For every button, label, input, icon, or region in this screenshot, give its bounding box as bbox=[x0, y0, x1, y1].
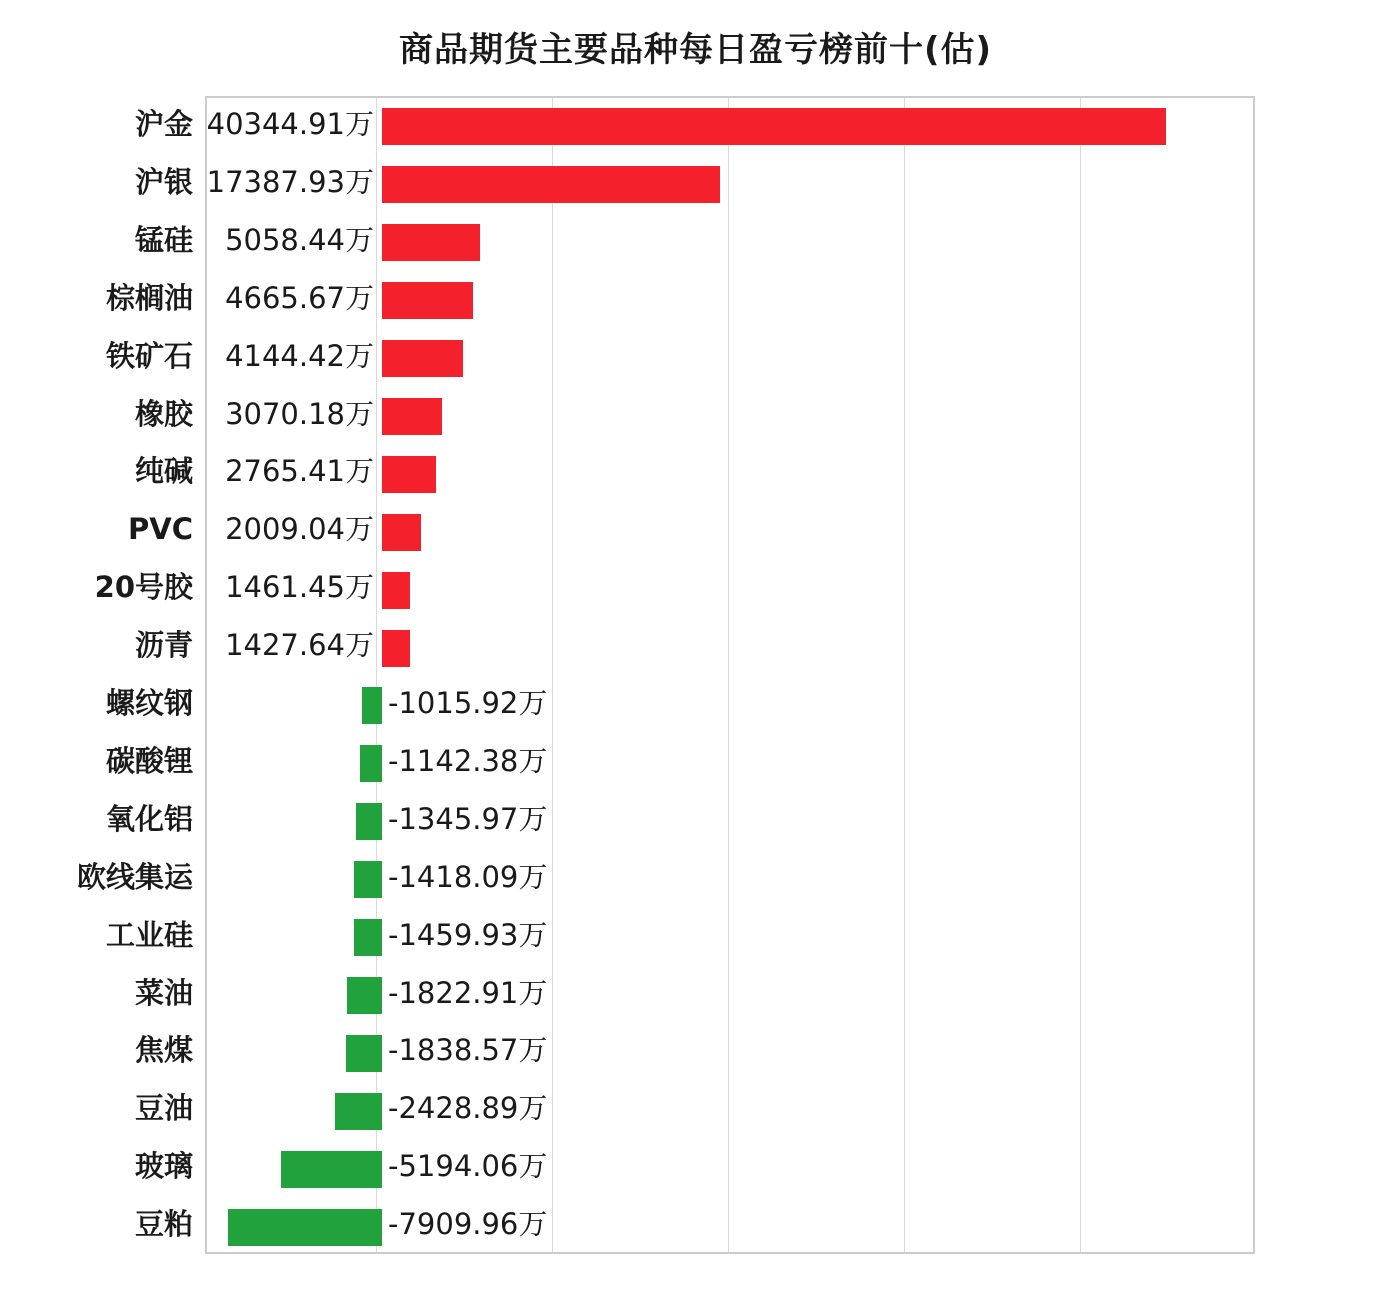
category-label: 纯碱 bbox=[134, 454, 193, 489]
bar-row bbox=[207, 1198, 1253, 1256]
bar bbox=[362, 687, 382, 724]
bar bbox=[382, 456, 436, 493]
category-label: 工业硅 bbox=[105, 917, 193, 952]
value-label: 40344.91万 bbox=[206, 107, 374, 141]
bar-row bbox=[207, 677, 1253, 735]
value-label: -1142.38万 bbox=[388, 743, 548, 778]
category-label: 20号胶 bbox=[94, 570, 193, 605]
value-label: -1822.91万 bbox=[388, 975, 548, 1010]
value-label: 1461.45万 bbox=[225, 570, 374, 605]
bar bbox=[354, 919, 382, 956]
value-label: -5194.06万 bbox=[388, 1149, 548, 1184]
category-label: 豆油 bbox=[134, 1091, 193, 1126]
bar bbox=[382, 340, 463, 377]
category-label: 橡胶 bbox=[134, 396, 193, 431]
value-label: 3070.18万 bbox=[225, 396, 374, 431]
value-label: 5058.44万 bbox=[225, 222, 374, 257]
value-label: -1015.92万 bbox=[388, 686, 548, 720]
value-label: -2428.89万 bbox=[388, 1091, 548, 1126]
category-label: 氧化铝 bbox=[105, 801, 193, 836]
bar bbox=[347, 977, 382, 1014]
bar bbox=[382, 282, 473, 319]
bar-row bbox=[207, 1140, 1253, 1198]
bar bbox=[228, 1209, 382, 1246]
category-label: 焦煤 bbox=[134, 1033, 193, 1068]
value-label: -1418.09万 bbox=[388, 859, 548, 894]
bar bbox=[382, 166, 720, 203]
category-label: PVC bbox=[128, 512, 193, 547]
bar bbox=[382, 224, 480, 261]
bar-row bbox=[207, 909, 1253, 967]
value-label: 2765.41万 bbox=[225, 454, 374, 489]
value-label: 17387.93万 bbox=[206, 164, 374, 199]
category-label: 锰硅 bbox=[134, 222, 193, 257]
value-label: 4665.67万 bbox=[225, 280, 374, 315]
bar-row bbox=[207, 1024, 1253, 1082]
value-label: 1427.64万 bbox=[225, 628, 374, 663]
bar-row bbox=[207, 1082, 1253, 1140]
category-label: 菜油 bbox=[134, 975, 193, 1010]
value-label: -1459.93万 bbox=[388, 917, 548, 952]
category-label: 玻璃 bbox=[134, 1149, 193, 1184]
bar bbox=[382, 108, 1166, 145]
category-label: 豆粕 bbox=[134, 1207, 193, 1242]
bar bbox=[360, 745, 382, 782]
bar bbox=[335, 1093, 382, 1130]
value-label: 2009.04万 bbox=[225, 512, 374, 547]
value-label: 4144.42万 bbox=[225, 338, 374, 373]
value-label: -7909.96万 bbox=[388, 1207, 548, 1242]
category-label: 沪银 bbox=[134, 164, 193, 199]
category-label: 碳酸锂 bbox=[105, 743, 193, 778]
category-label: 沥青 bbox=[134, 628, 193, 663]
bar bbox=[382, 630, 410, 667]
value-label: -1345.97万 bbox=[388, 801, 548, 836]
bar bbox=[346, 1035, 382, 1072]
bar-row bbox=[207, 735, 1253, 793]
bar-row bbox=[207, 967, 1253, 1025]
category-label: 铁矿石 bbox=[105, 338, 193, 373]
category-label: 棕榈油 bbox=[105, 280, 193, 315]
bar bbox=[356, 803, 382, 840]
category-label: 沪金 bbox=[134, 107, 193, 141]
value-label: -1838.57万 bbox=[388, 1033, 548, 1068]
category-label: 欧线集运 bbox=[76, 859, 193, 894]
category-label: 螺纹钢 bbox=[105, 686, 193, 720]
bar-row bbox=[207, 793, 1253, 851]
bar bbox=[354, 861, 382, 898]
bar bbox=[382, 398, 442, 435]
chart-title: 商品期货主要品种每日盈亏榜前十(估) bbox=[398, 30, 993, 70]
bar bbox=[382, 514, 421, 551]
bar-row bbox=[207, 851, 1253, 909]
bar bbox=[382, 572, 410, 609]
bar bbox=[281, 1151, 382, 1188]
